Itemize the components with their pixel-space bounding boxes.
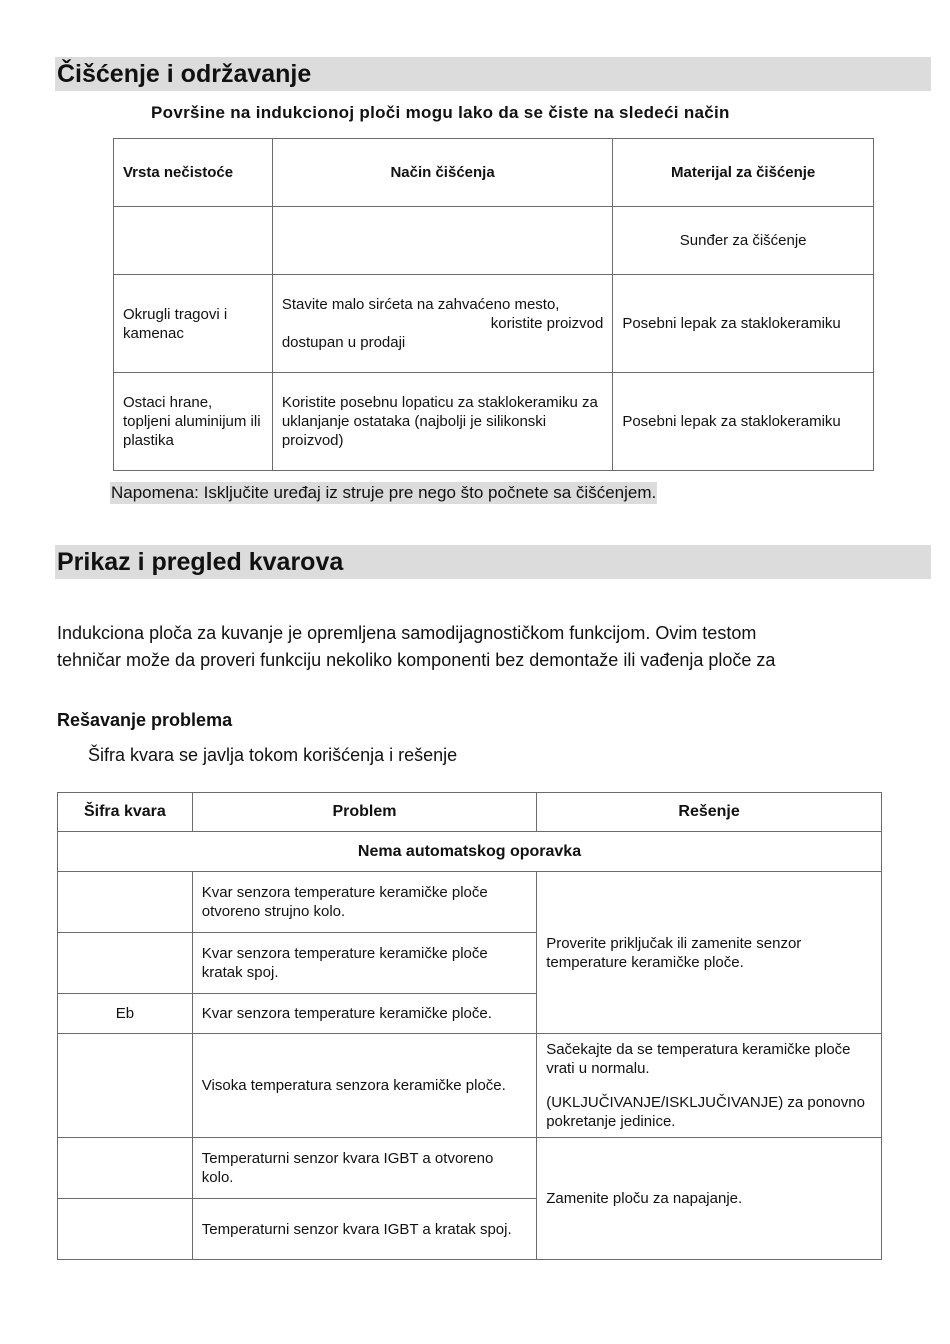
cell-problem: Kvar senzora temperature keramičke ploče otvoreno strujno kolo. xyxy=(192,872,536,933)
group-row xyxy=(58,832,882,872)
cleaning-intro: Površine na indukcionoj ploči mogu lako da se čiste na sledeći način xyxy=(151,103,730,122)
table-header-row xyxy=(114,139,874,207)
header-dirt-type: Vrsta nečistoće xyxy=(114,139,273,207)
cell-fault-code xyxy=(58,933,193,994)
fault-table xyxy=(57,792,882,1260)
cleaning-note: Napomena: Isključite uređaj iz struje pre nego što počnete sa čišćenjem. xyxy=(111,483,657,502)
cell-dirt-type: Okrugli tragovi i kamenac xyxy=(114,275,273,373)
cell-method xyxy=(272,207,612,275)
cleaning-table xyxy=(113,138,874,471)
cell-dirt-type xyxy=(114,207,273,275)
cell-fault-code xyxy=(58,1138,193,1199)
method-line: dostupan u prodaji xyxy=(281,334,406,351)
section-title-faults: Prikaz i pregled kvarova xyxy=(55,545,931,579)
header-fault-code: Šifra kvara xyxy=(58,793,193,832)
method-line: Stavite malo sirćeta na zahvaćeno mesto, xyxy=(281,296,560,313)
solution-line: Sačekajte da se temperatura keramičke ploče vrati u normalu. xyxy=(546,1041,851,1077)
paragraph-line: tehničar može da proveri funkciju nekoliko komponenti bez demontaže ili vađenja ploče za xyxy=(57,650,776,670)
table-row xyxy=(114,275,874,373)
paragraph-line: Indukciona ploča za kuvanje je opremljena samodijagnostičkom funkcijom. Ovim testom xyxy=(57,623,757,643)
cell-material: Posebni lepak za staklokeramiku xyxy=(613,275,874,373)
cell-method xyxy=(272,275,612,373)
cell-problem: Temperaturni senzor kvara IGBT a kratak spoj. xyxy=(192,1199,536,1260)
cell-problem: Temperaturni senzor kvara IGBT a otvoreno kolo. xyxy=(192,1138,536,1199)
header-problem: Problem xyxy=(192,793,536,832)
header-cleaning-method: Način čišćenja xyxy=(272,139,612,207)
cell-problem: Kvar senzora temperature keramičke ploče kratak spoj. xyxy=(192,933,536,994)
cell-dirt-type: Ostaci hrane, topljeni aluminijum ili plastika xyxy=(114,373,273,471)
cell-fault-code xyxy=(58,1199,193,1260)
cell-solution xyxy=(537,1034,882,1138)
cell-method: Koristite posebnu lopaticu za staklokeramiku za uklanjanje ostataka (najbolji je silikonski proizvod) xyxy=(272,373,612,471)
table-row xyxy=(114,207,874,275)
method-line: koristite proizvod xyxy=(490,315,604,332)
solution-line: (UKLJUČIVANJE/ISKLJUČIVANJE) za ponovno pokretanje jedinice. xyxy=(546,1094,865,1130)
faults-paragraph xyxy=(57,620,917,674)
cell-material: Posebni lepak za staklokeramiku xyxy=(613,373,874,471)
header-cleaning-material: Materijal za čišćenje xyxy=(613,139,874,207)
cell-fault-code xyxy=(58,872,193,933)
table-row xyxy=(58,1138,882,1199)
cell-solution: Zamenite ploču za napajanje. xyxy=(537,1138,882,1260)
header-solution: Rešenje xyxy=(537,793,882,832)
troubleshooting-heading: Rešavanje problema xyxy=(57,710,233,730)
table-header-row xyxy=(58,793,882,832)
table-row xyxy=(58,872,882,933)
cell-fault-code xyxy=(58,1034,193,1138)
cell-problem: Visoka temperatura senzora keramičke ploče. xyxy=(192,1034,536,1138)
group-label: Nema automatskog oporavka xyxy=(58,832,882,872)
cell-problem: Kvar senzora temperature keramičke ploče. xyxy=(192,994,536,1034)
table-row xyxy=(58,1034,882,1138)
cell-solution: Proverite priključak ili zamenite senzor temperature keramičke ploče. xyxy=(537,872,882,1034)
section-title-cleaning: Čišćenje i održavanje xyxy=(55,57,931,91)
cell-material: Sunđer za čišćenje xyxy=(613,207,874,275)
table-row xyxy=(114,373,874,471)
troubleshooting-subline: Šifra kvara se javlja tokom korišćenja i rešenje xyxy=(88,745,458,765)
cell-fault-code: Eb xyxy=(58,994,193,1034)
